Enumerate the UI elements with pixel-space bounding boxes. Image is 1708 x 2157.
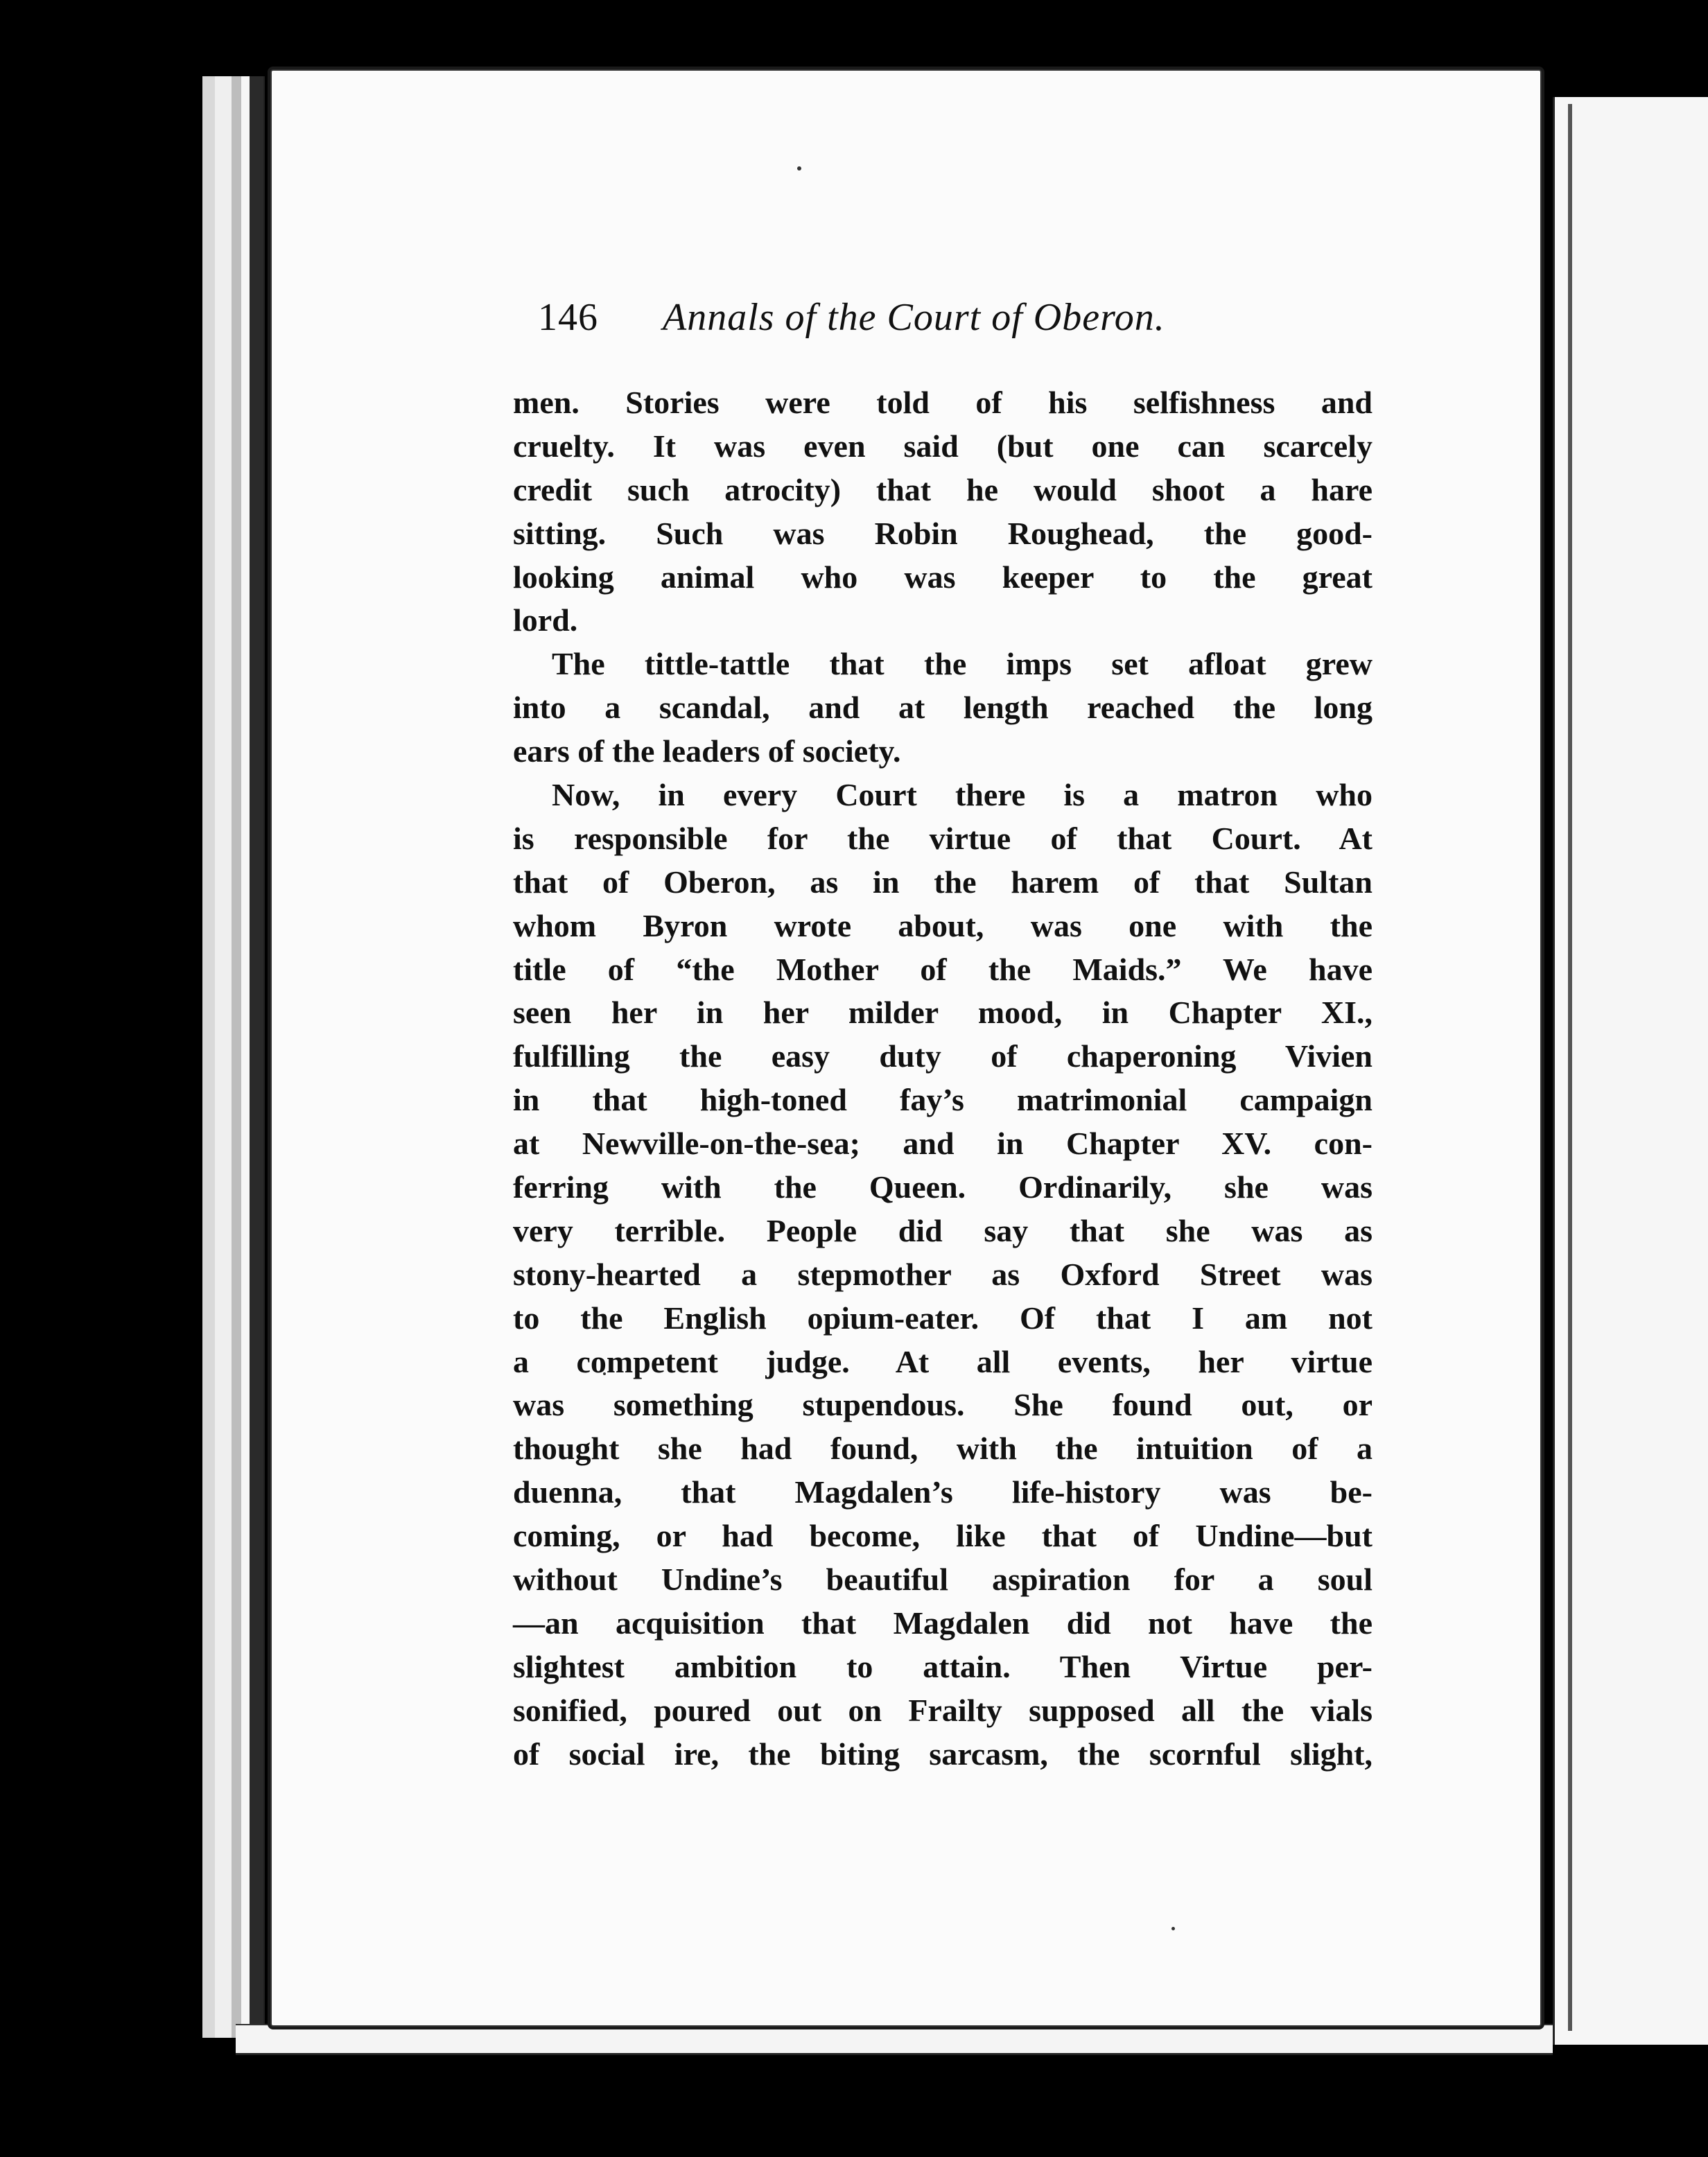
text-line: into a scandal, and at length reached the long <box>513 690 1372 726</box>
text-line: thought she had found, with the intuition of a <box>513 1431 1372 1467</box>
speck <box>797 166 801 171</box>
text-line: The tittle-tattle that the imps set afloat grew <box>552 646 1372 682</box>
text-line: title of “the Mother of the Maids.” We have <box>513 951 1372 987</box>
text-line: duenna, that Magdalen’s life-history was be- <box>513 1474 1372 1510</box>
text-line: ferring with the Queen. Ordinarily, she was <box>513 1169 1372 1205</box>
text-line: without Undine’s beautiful aspiration for a soul <box>513 1562 1372 1598</box>
page-number: 146 <box>538 296 598 339</box>
text-line: a competent judge. At all events, her virtue <box>513 1343 1372 1379</box>
text-line: is responsible for the virtue of that Court. At <box>513 820 1372 856</box>
text-line: fulfilling the easy duty of chaperoning Vivien <box>513 1038 1372 1074</box>
text-line: seen her in her milder mood, in Chapter XI., <box>513 995 1372 1031</box>
text-line: in that high-toned fay’s matrimonial campaign <box>513 1082 1372 1118</box>
text-line: to the English opium-eater. Of that I am not <box>513 1300 1372 1336</box>
text-line: men. Stories were told of his selfishness and <box>513 385 1372 420</box>
book-bottom-edge <box>236 2024 1553 2055</box>
text-line: lord. <box>513 602 578 638</box>
text-line: cruelty. It was even said (but one can scarcely <box>513 428 1372 464</box>
text-line: very terrible. People did say that she was as <box>513 1212 1372 1248</box>
text-line: sonified, poured out on Frailty supposed all the vials <box>513 1692 1372 1728</box>
text-line: whom Byron wrote about, was one with the <box>513 907 1372 943</box>
text-line: coming, or had become, like that of Undine—but <box>513 1518 1372 1554</box>
speck <box>1171 1927 1175 1930</box>
text-line: that of Oberon, as in the harem of that Sultan <box>513 864 1372 900</box>
text-line: looking animal who was keeper to the great <box>513 559 1372 595</box>
adjacent-page-edge <box>1553 97 1708 2045</box>
text-line: stony-hearted a stepmother as Oxford Street was <box>513 1256 1372 1292</box>
text-line: sitting. Such was Robin Roughead, the good- <box>513 515 1372 551</box>
adjacent-page-gutter <box>1568 104 1572 2031</box>
running-title: Annals of the Court of Oberon. <box>663 296 1165 339</box>
text-line: credit such atrocity) that he would shoot a hare <box>513 471 1372 507</box>
text-line: was something stupendous. She found out, or <box>513 1387 1372 1423</box>
book-spine-shadow <box>250 76 265 2038</box>
text-line: at Newville-on-the-sea; and in Chapter XV. con- <box>513 1126 1372 1162</box>
text-line: Now, in every Court there is a matron who <box>552 777 1372 813</box>
body-text <box>513 381 1372 1776</box>
text-line: ears of the leaders of society. <box>513 733 901 769</box>
text-line: —an acquisition that Magdalen did not have the <box>513 1605 1372 1641</box>
book-edge-layer <box>202 76 216 2038</box>
text-line: of social ire, the biting sarcasm, the scornful slight, <box>513 1736 1372 1772</box>
book-edge-layer <box>215 76 233 2038</box>
text-line: slightest ambition to attain. Then Virtue per- <box>513 1648 1372 1684</box>
page-header <box>538 295 1370 351</box>
